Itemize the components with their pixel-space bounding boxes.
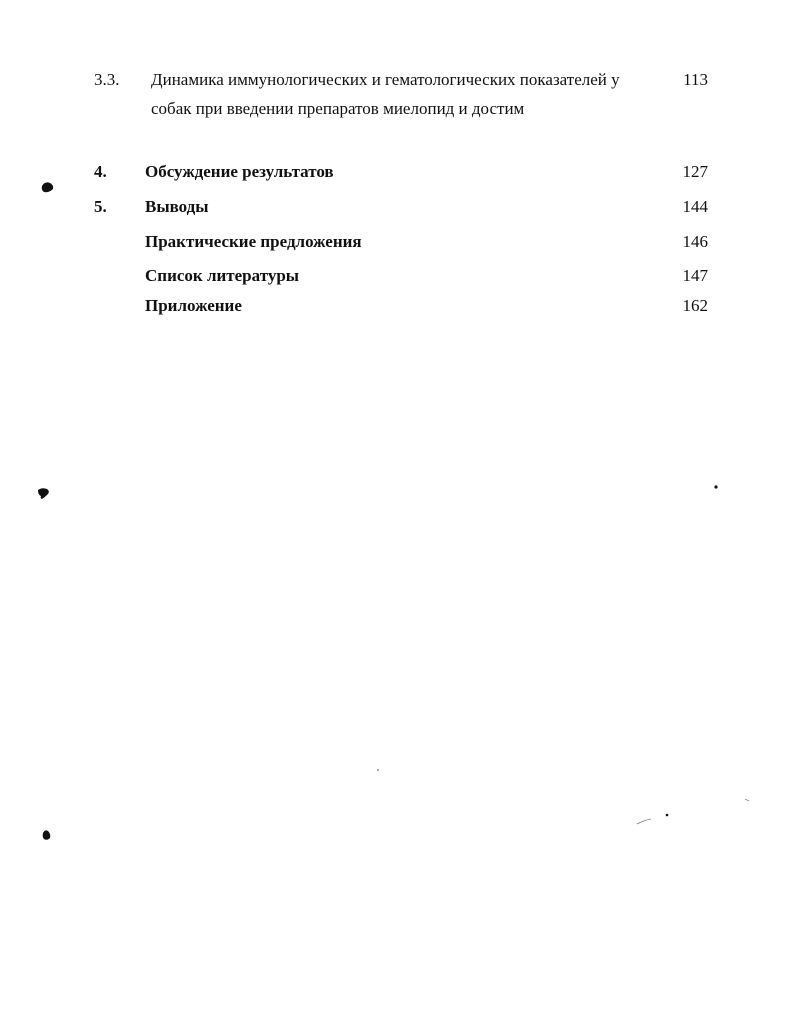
toc-title: Список литературы <box>145 266 300 285</box>
toc-page-number: 127 <box>682 162 708 181</box>
toc-title-line-2: собак при введении препаратов миелопид и достим <box>151 99 525 118</box>
speck <box>745 799 749 801</box>
toc-page-number: 162 <box>682 296 708 315</box>
hole-mark-middle <box>38 488 49 499</box>
toc-number: 4. <box>94 162 107 181</box>
toc-number: 5. <box>94 197 107 216</box>
toc-page-number: 147 <box>682 266 708 285</box>
speck <box>637 819 651 824</box>
toc-page-number: 146 <box>682 232 708 251</box>
toc-title: Приложение <box>145 296 242 315</box>
toc-title-line-1: Динамика иммунологических и гематологических показателей у <box>151 70 620 89</box>
hole-mark-top <box>42 182 53 192</box>
toc-number: 3.3. <box>94 70 120 89</box>
toc-page-number: 113 <box>683 70 708 89</box>
speck <box>377 769 379 771</box>
speck <box>714 485 717 488</box>
speck <box>666 814 669 817</box>
toc-title: Практические предложения <box>145 232 362 251</box>
toc-page-number: 144 <box>682 197 708 216</box>
toc-title: Выводы <box>145 197 209 216</box>
hole-mark-bottom <box>43 830 51 839</box>
toc-title: Обсуждение результатов <box>145 162 334 181</box>
